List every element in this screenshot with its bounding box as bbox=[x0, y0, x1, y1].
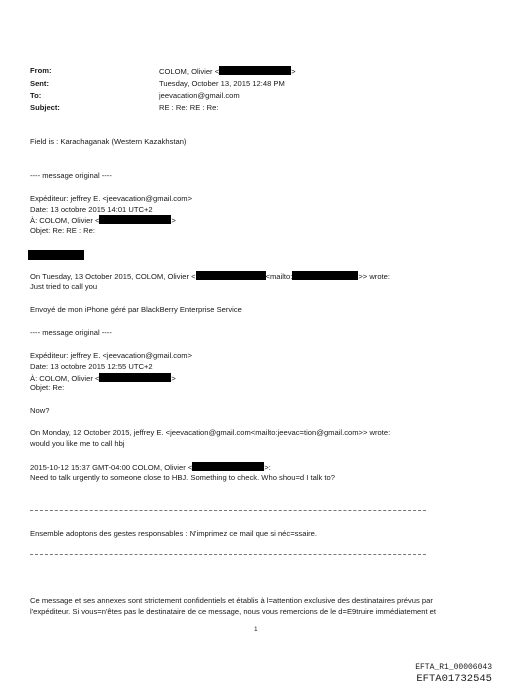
on-tuesday-line bbox=[30, 271, 390, 281]
redaction-box bbox=[196, 271, 266, 280]
now-line: Now? bbox=[30, 406, 50, 415]
on-tuesday-prefix: On Tuesday, 13 October 2015, COLOM, Olivier < bbox=[30, 272, 196, 281]
timestamp-suffix: >: bbox=[264, 463, 271, 472]
redaction-box bbox=[219, 66, 291, 75]
redaction-box bbox=[28, 250, 84, 260]
from-name: COLOM, Olivier < bbox=[159, 67, 220, 76]
ensemble-line: Ensemble adoptons des gestes responsables : N'imprimez ce mail que si néc=ssaire. bbox=[30, 529, 317, 538]
orig1-subject: Objet: Re: RE : Re: bbox=[30, 226, 95, 235]
original-message-separator-1: ---- message original ---- bbox=[30, 171, 112, 180]
from-label: From: bbox=[30, 66, 52, 75]
timestamp-prefix: 2015-10-12 15:37 GMT-04:00 COLOM, Olivier < bbox=[30, 463, 193, 472]
orig1-to-suffix: > bbox=[171, 216, 176, 225]
from-value bbox=[159, 66, 296, 76]
efta-reference-large: EFTA01732545 bbox=[416, 673, 492, 685]
subject-value: RE : Re: RE : Re: bbox=[159, 103, 219, 112]
sent-value: Tuesday, October 13, 2015 12:48 PM bbox=[159, 79, 285, 88]
on-monday-line: On Monday, 12 October 2015, jeffrey E. <jeevacation@gmail.com<mailto:jeevac=tion@gmail.com>> wrote: bbox=[30, 428, 391, 437]
orig2-date: Date: 13 octobre 2015 12:55 UTC+2 bbox=[30, 362, 153, 371]
to-value: jeevacation@gmail.com bbox=[159, 91, 240, 100]
orig2-to-suffix: > bbox=[171, 374, 176, 383]
disclaimer-line-2: l'expéditeur. Si vous=n'êtes pas le destinataire de ce message, nous vous remercions de le d=E9truire immédiatement et bbox=[30, 607, 437, 616]
field-line: Field is : Karachaganak (Western Kazakhstan) bbox=[30, 137, 187, 146]
disclaimer-line-1: Ce message et ses annexes sont strictement confidentiels et établis à l=attention exclusive des destinataires prévus par bbox=[30, 596, 433, 605]
subject-label: Subject: bbox=[30, 103, 60, 112]
orig1-to-prefix: À: COLOM, Olivier < bbox=[30, 216, 100, 225]
on-tuesday-suffix: >> wrote: bbox=[358, 272, 391, 281]
orig1-date: Date: 13 octobre 2015 14:01 UTC+2 bbox=[30, 205, 153, 214]
page-number: 1 bbox=[254, 626, 258, 633]
orig1-sender: Expéditeur: jeffrey E. <jeevacation@gmail.com> bbox=[30, 194, 193, 203]
dashed-divider bbox=[30, 554, 426, 555]
from-end: > bbox=[291, 67, 296, 76]
redaction-box bbox=[99, 373, 171, 382]
orig1-recipient bbox=[30, 215, 176, 225]
on-tuesday-mailto: <mailto: bbox=[265, 272, 293, 281]
redaction-box bbox=[99, 215, 171, 224]
would-you-line: would you like me to call hbj bbox=[30, 439, 125, 448]
original-message-separator-2: ---- message original ---- bbox=[30, 328, 112, 337]
efta-reference-small: EFTA_R1_00006043 bbox=[415, 663, 492, 672]
just-tried-line: Just tried to call you bbox=[30, 282, 98, 291]
redaction-block bbox=[28, 250, 84, 261]
orig2-to-prefix: À: COLOM, Olivier < bbox=[30, 374, 100, 383]
orig2-recipient bbox=[30, 373, 176, 383]
sent-from-device-line: Envoyé de mon iPhone géré par BlackBerry Enterprise Service bbox=[30, 305, 242, 314]
dashed-divider bbox=[30, 510, 426, 511]
redaction-box bbox=[192, 462, 264, 471]
need-to-talk-line: Need to talk urgently to someone close to HBJ. Something to check. Who shou=d I talk to? bbox=[30, 473, 335, 482]
to-label: To: bbox=[30, 91, 42, 100]
sent-label: Sent: bbox=[30, 79, 49, 88]
redaction-box bbox=[292, 271, 358, 280]
timestamp-line bbox=[30, 462, 271, 472]
orig2-subject: Objet: Re: bbox=[30, 383, 65, 392]
orig2-sender: Expéditeur: jeffrey E. <jeevacation@gmail.com> bbox=[30, 351, 193, 360]
